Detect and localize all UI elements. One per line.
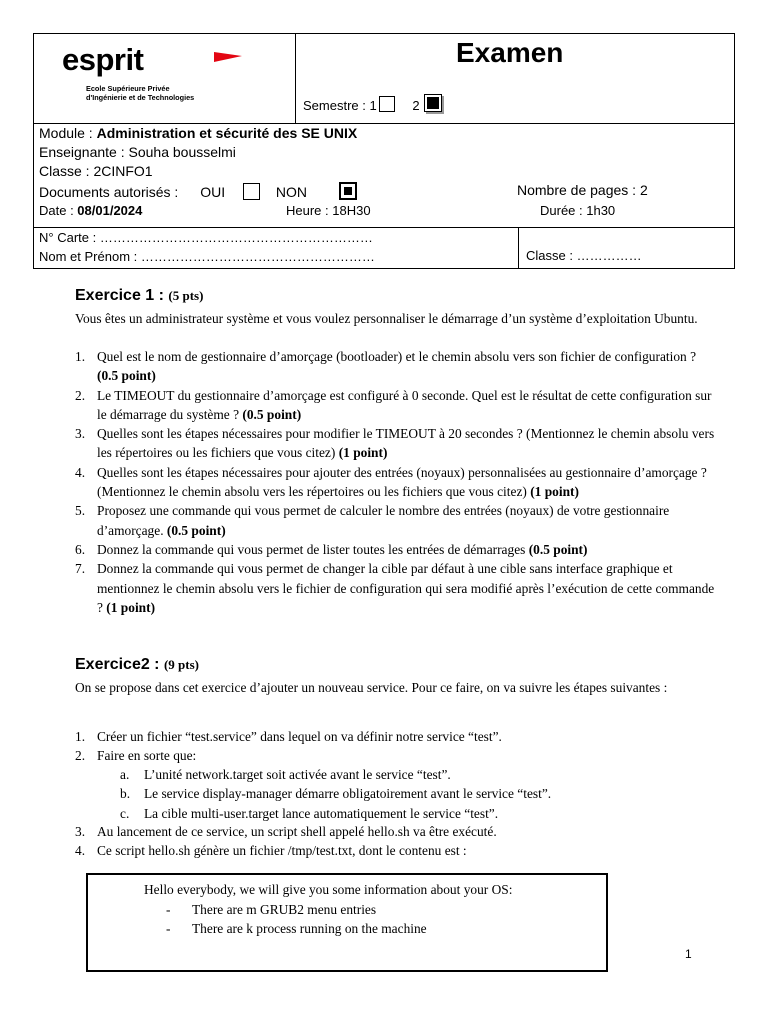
module-value: Administration et sécurité des SE UNIX xyxy=(96,125,358,141)
output-bullet-1: - There are m GRUB2 menu entries xyxy=(166,902,377,917)
question-7: 7. Donnez la commande qui vous permet de changer la cible par défaut à une cible sans interface graphique et mentionnez le chemin absolu vers le fichier de configuration qui sera modifié après l’exécution de cette commande ? (1 point) xyxy=(75,561,715,615)
exercise2-title: Exercice2 : (9 pts) xyxy=(75,656,199,673)
logo-flag-icon xyxy=(214,50,244,64)
documents-non-label: NON xyxy=(275,184,307,200)
exercise2-steps-a xyxy=(75,727,715,766)
step-2: 2. Faire en sorte que: xyxy=(75,748,197,764)
question-5: 5. Proposez une commande qui vous permet de calculer le nombre des entrées (noyaux) de votre gestionnaire d’amorçage. (0.5 point) xyxy=(75,503,670,538)
documents-non-checkbox-checked[interactable] xyxy=(339,182,357,200)
exam-header-table xyxy=(33,33,735,269)
step-3: 3. Au lancement de ce service, un script shell appelé hello.sh va être exécuté. xyxy=(75,824,497,839)
step-2-substeps xyxy=(120,765,680,823)
question-4: 4. Quelles sont les étapes nécessaires pour ajouter des entrées (noyaux) personnalisées au gestionnaire d’amorçage ? (Mentionnez le chemin absolu vers les répertoires ou les fichiers que vous citez) (1 point) xyxy=(75,464,707,500)
module-line: Module : Administration et sécurité des SE UNIX xyxy=(39,125,358,141)
question-2: 2. Le TIMEOUT du gestionnaire d’amorçage est configuré à 0 seconde. Quel est le résultat de cette configuration sur le démarrage du système ? (0.5 point) xyxy=(75,387,712,422)
step-4: 4. Ce script hello.sh génère un fichier /tmp/test.txt, dont le contenu est : xyxy=(75,843,467,859)
substep-a: a. L’unité network.target soit activée avant le service “test”. xyxy=(120,767,451,782)
student-class-field[interactable]: Classe : …………… xyxy=(526,248,642,263)
header-top-row xyxy=(34,34,734,124)
step-1: 1. Créer un fichier “test.service” dans lequel on va définir notre service “test”. xyxy=(75,729,502,744)
output-line-1: Hello everybody, we will give you some information about your OS: xyxy=(144,882,513,897)
header-info-rows xyxy=(34,124,734,228)
question-3: 3. Quelles sont les étapes nécessaires pour modifier le TIMEOUT à 20 secondes ? (Mentionnez le chemin absolu vers les répertoires ou les fichiers que vous citez) (1 point) xyxy=(75,426,715,461)
time-line: Heure : 18H30 xyxy=(286,203,371,218)
documents-label: Documents autorisés : xyxy=(39,184,179,200)
semester-row xyxy=(303,94,442,113)
documents-oui-checkbox[interactable] xyxy=(243,183,260,200)
header-student-row xyxy=(34,228,734,269)
teacher-line: Enseignante : Souha bousselmi xyxy=(39,144,236,160)
exercise1-questions xyxy=(75,347,715,617)
title-cell xyxy=(296,34,734,123)
full-name-field[interactable]: Nom et Prénom : ……………………………………………… xyxy=(39,249,375,264)
semester-label: Semestre : 1 xyxy=(303,98,377,113)
substep-b: b. Le service display-manager démarre obligatoirement avant le service “test”. xyxy=(120,786,552,802)
documents-oui-label: OUI xyxy=(200,184,226,200)
question-1: 1. Quel est le nom de gestionnaire d’amorçage (bootloader) et le chemin absolu vers son fichier de configuration ? (0.5 point) xyxy=(75,349,697,384)
exercise1-intro: Vous êtes un administrateur système et vous voulez personnaliser le démarrage d’un système d’exploitation Ubuntu. xyxy=(75,311,698,326)
date-line: Date : 08/01/2024 xyxy=(39,203,143,218)
exercise2-intro: On se propose dans cet exercice d’ajouter un nouveau service. Pour ce faire, on va suivre les étapes suivantes : xyxy=(75,680,668,695)
question-6: 6. Donnez la commande qui vous permet de lister toutes les entrées de démarrages (0.5 point) xyxy=(75,541,588,557)
class-line: Classe : 2CINFO1 xyxy=(39,163,153,179)
student-class-cell xyxy=(518,228,734,269)
pages-count: Nombre de pages : 2 xyxy=(517,182,648,198)
date-value: 08/01/2024 xyxy=(77,203,143,218)
exercise1-title: Exercice 1 : (5 pts) xyxy=(75,287,204,304)
esprit-logo xyxy=(56,44,248,100)
page-number: 1 xyxy=(685,947,692,961)
exam-title: Examen xyxy=(456,37,564,68)
duration-line: Durée : 1h30 xyxy=(540,203,616,218)
logo-subtitle: Ecole Supérieure Privée d'Ingénierie et de Technologies xyxy=(86,84,195,102)
exercise2-points: (9 pts) xyxy=(163,657,199,672)
semester-2-checkbox-checked[interactable] xyxy=(424,94,442,112)
expected-output-box xyxy=(86,873,608,972)
output-bullet-2: - There are k process running on the machine xyxy=(166,921,427,936)
exercise1-points: (5 pts) xyxy=(168,288,204,303)
semester-1-checkbox[interactable] xyxy=(379,96,395,112)
exercise2-steps-b xyxy=(75,822,715,861)
semester-2-label: 2 xyxy=(412,98,420,113)
substep-c: c. La cible multi-user.target lance automatiquement le service “test”. xyxy=(120,805,499,821)
logo-wordmark: esprit xyxy=(62,42,144,77)
documents-line xyxy=(39,182,357,200)
card-number-field[interactable]: N° Carte : ……………………………………………………… xyxy=(39,230,373,245)
logo-cell xyxy=(34,34,296,123)
